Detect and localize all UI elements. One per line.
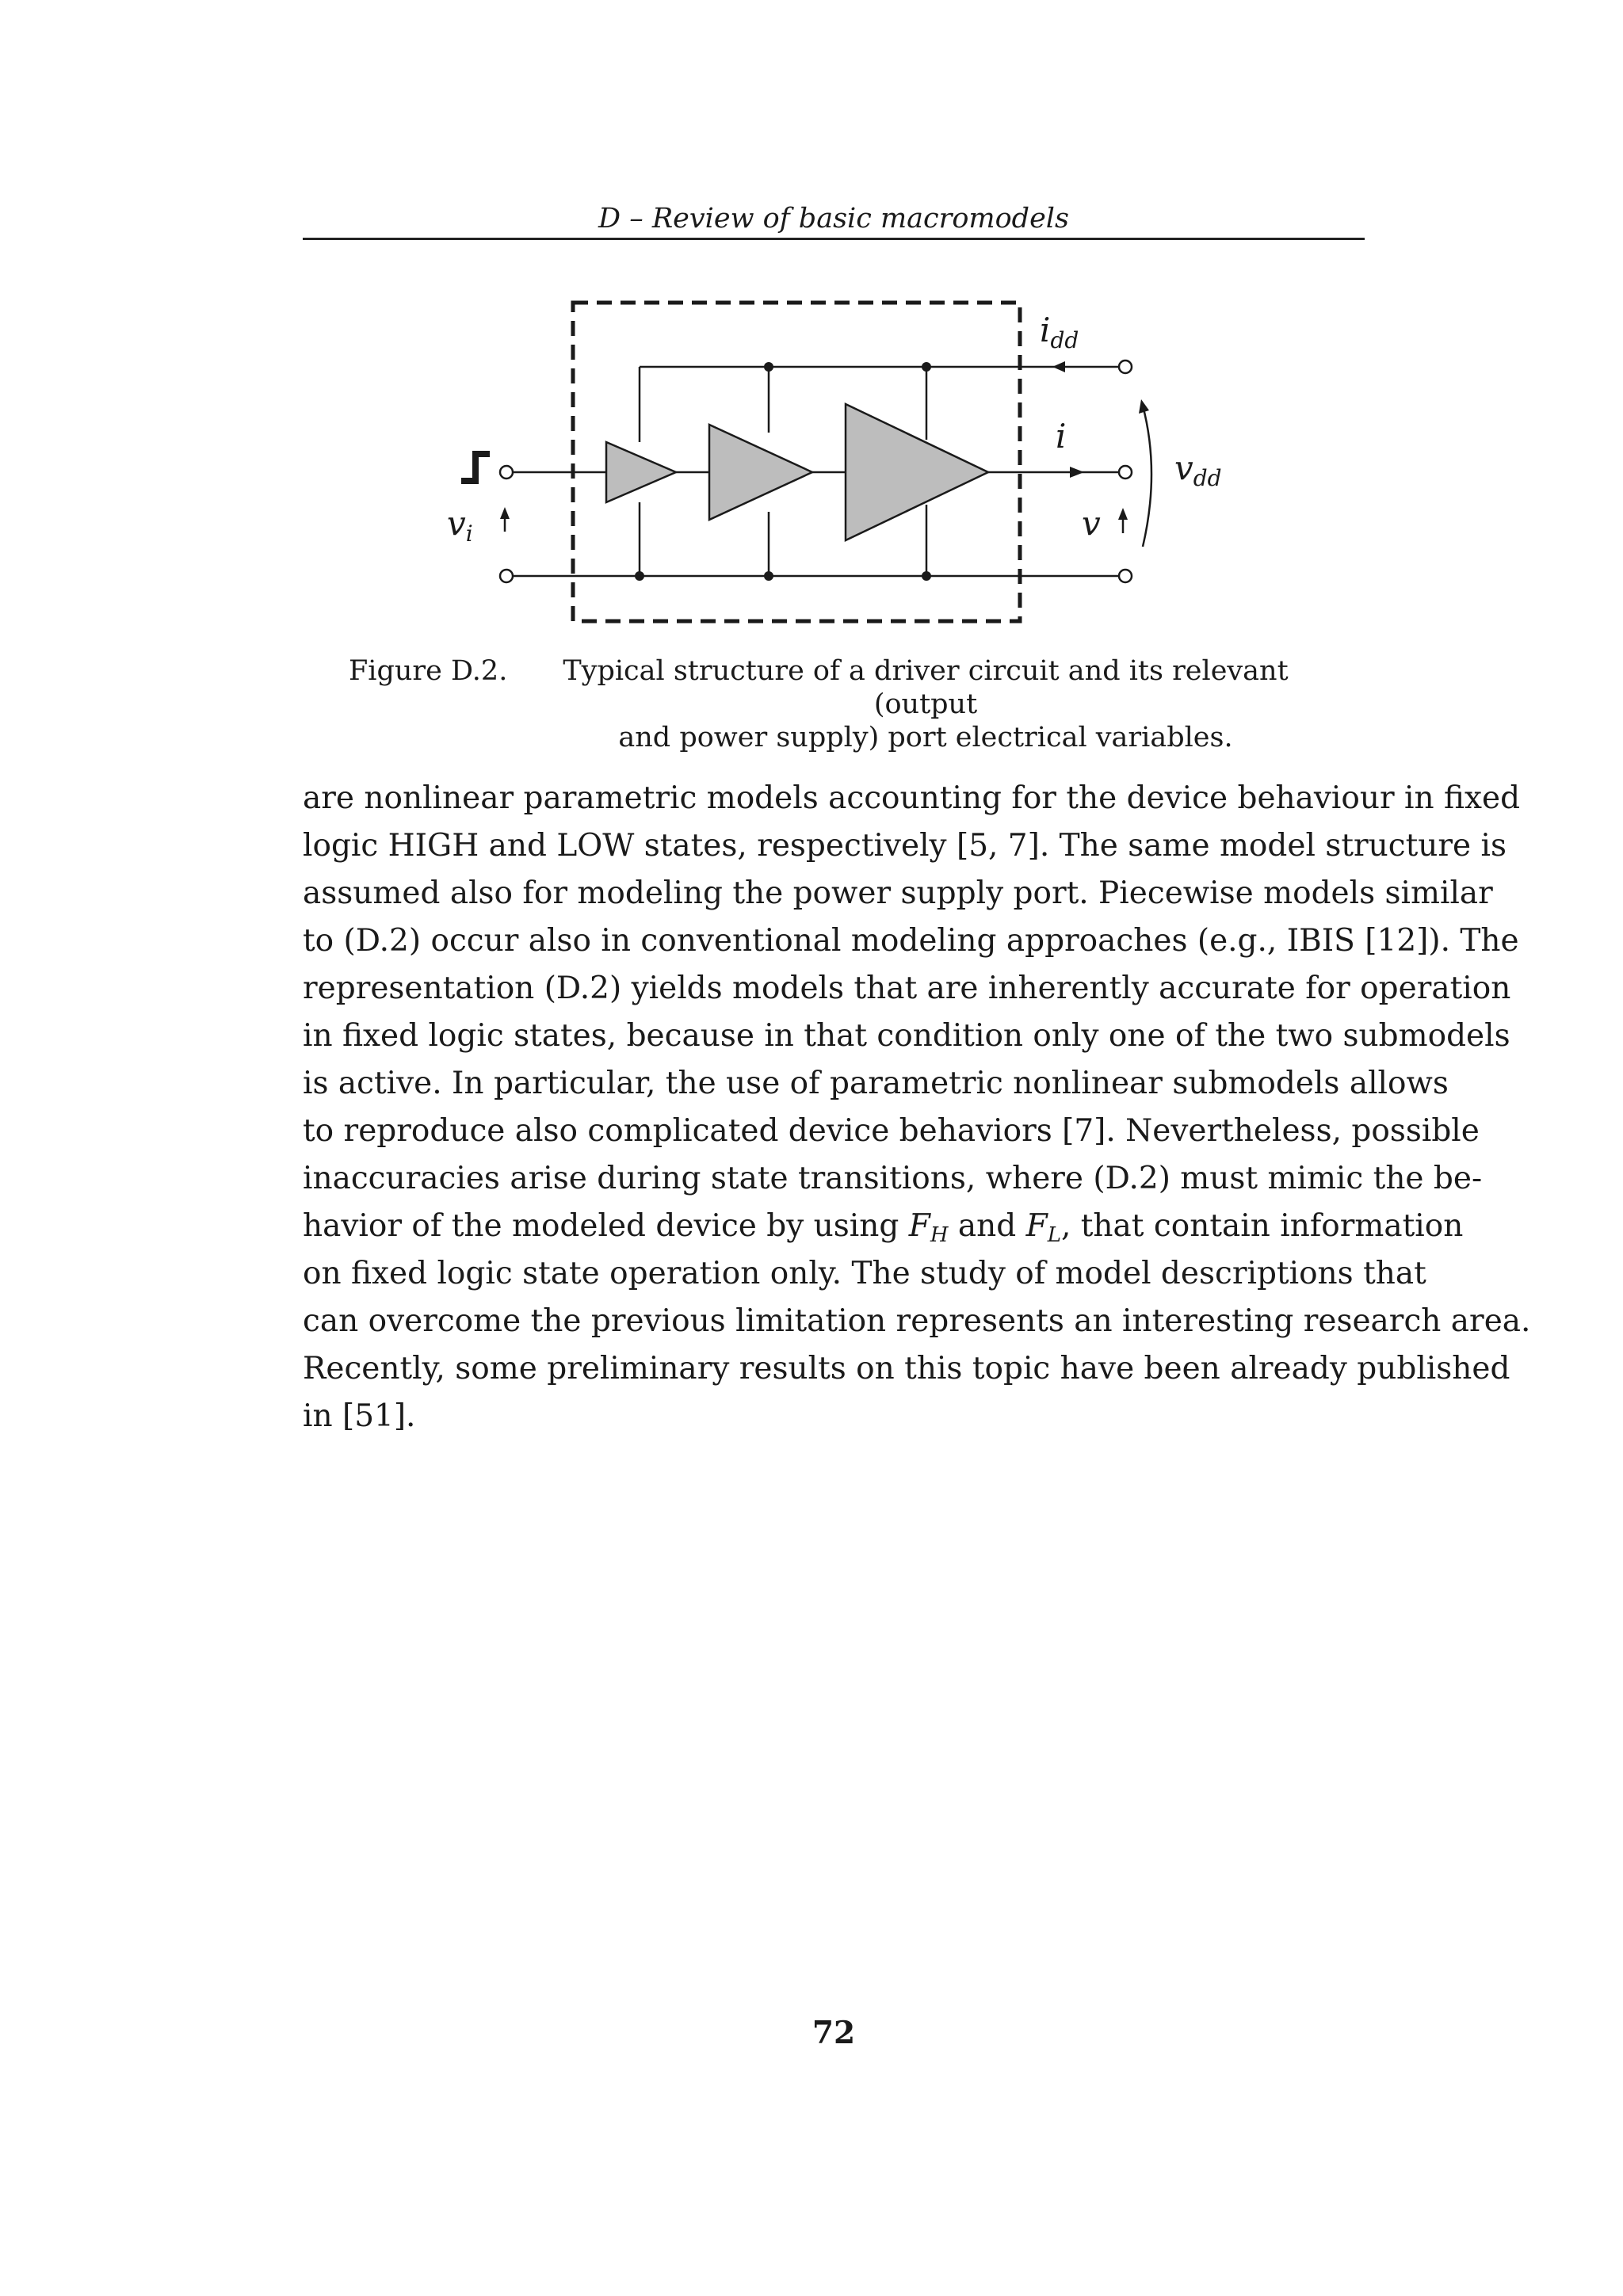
body-line: in fixed logic states, because in that condition only one of the two submodels (303, 1018, 1510, 1054)
junction-dot (764, 362, 773, 372)
junction-dot (635, 571, 644, 581)
junction-dot (922, 362, 931, 372)
figure-driver-circuit (303, 285, 1365, 634)
body-line: representation (D.2) yields models that are inherently accurate for operation (303, 971, 1511, 1006)
body-line: is active. In particular, the use of parametric nonlinear submodels allows (303, 1066, 1449, 1101)
page-number: 72 (812, 2015, 856, 2051)
step-input-icon (461, 454, 490, 481)
output-terminal (1119, 466, 1132, 479)
junction-dot (764, 571, 773, 581)
header-rule (303, 238, 1365, 240)
body-line-with-math: havior of the modeled device by using $F_H$ and $F_L$, that contain information (303, 1208, 1464, 1247)
body-line: can overcome the previous limitation represents an interesting research area. (303, 1303, 1531, 1339)
label-vi: $v_i$ (447, 504, 473, 547)
amplifier-stage-3 (846, 404, 988, 540)
i-arrow-icon (1070, 467, 1084, 478)
body-line: on fixed logic state operation only. The study of model descriptions that (303, 1256, 1426, 1291)
body-line: are nonlinear parametric models accounting for the device behaviour in fixed (303, 780, 1521, 816)
label-vdd: $v_{dd}$ (1174, 448, 1222, 491)
body-line: to reproduce also complicated device behaviors [7]. Nevertheless, possible (303, 1113, 1480, 1149)
input-terminal (500, 466, 513, 479)
running-head: D – Review of basic macromodels (598, 203, 1069, 235)
idd-arrow-icon (1052, 361, 1065, 372)
body-line: inaccuracies arise during state transitions, where (D.2) must mimic the be- (303, 1161, 1483, 1196)
caption-text: Typical structure of a driver circuit and its relevant (output and power supply) port electrical variables. (563, 655, 1289, 753)
label-i: i (1056, 417, 1067, 456)
amplifier-stage-2 (709, 425, 812, 520)
body-line-last: in [51]. (303, 1398, 416, 1434)
body-line: to (D.2) occur also in conventional modeling approaches (e.g., IBIS [12]). The (303, 923, 1519, 959)
junction-dot (922, 571, 931, 581)
caption-label: Figure D.2. (349, 655, 508, 687)
output-ground-terminal (1119, 570, 1132, 582)
supply-terminal (1119, 360, 1132, 373)
body-line: Recently, some preliminary results on this topic have been already published (303, 1351, 1510, 1386)
input-ground-terminal (500, 570, 513, 582)
body-line: logic HIGH and LOW states, respectively [5, 7]. The same model structure is (303, 828, 1507, 864)
label-v: v (1082, 504, 1101, 543)
amplifier-stage-1 (606, 442, 676, 502)
label-idd: $i_{dd}$ (1040, 311, 1079, 353)
vdd-arrow-icon (1143, 406, 1151, 547)
body-paragraph (303, 775, 1531, 1440)
body-line: assumed also for modeling the power supply port. Piecewise models similar (303, 875, 1493, 911)
